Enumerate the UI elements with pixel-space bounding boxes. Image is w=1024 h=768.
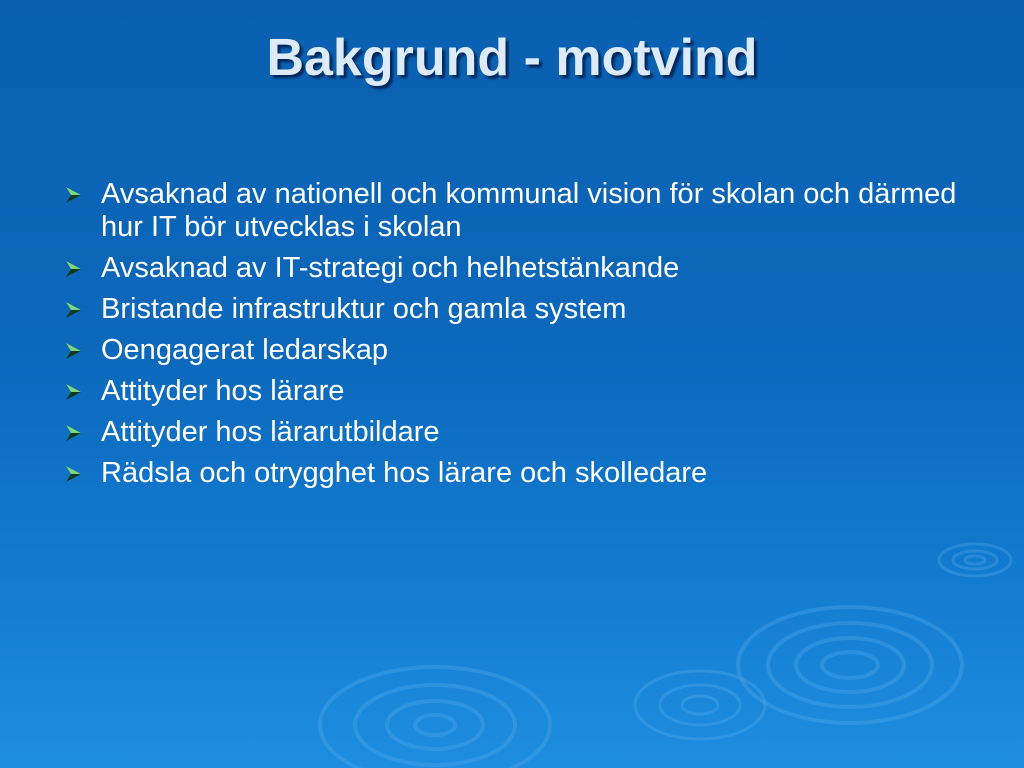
bullet-text: Attityder hos lärarutbildare (101, 416, 440, 448)
arrowhead-bullet-icon (64, 301, 82, 319)
arrowhead-bullet-icon (64, 424, 82, 442)
bullet-text: Avsaknad av IT-strategi och helhetstänkande (101, 252, 680, 284)
list-item (64, 457, 964, 490)
list-item (64, 334, 964, 367)
arrowhead-bullet-icon (64, 383, 82, 401)
list-item (64, 178, 964, 244)
arrowhead-bullet-icon (64, 186, 82, 204)
list-item (64, 416, 964, 449)
list-item (64, 375, 964, 408)
slide-title: Bakgrund - motvind (266, 29, 758, 87)
bullet-text: Avsaknad av nationell och kommunal vision för skolan och därmed hur IT bör utvecklas i skolan (101, 178, 957, 243)
bullet-text: Attityder hos lärare (101, 375, 345, 407)
list-item (64, 293, 964, 326)
list-item (64, 252, 964, 285)
arrowhead-bullet-icon (64, 260, 82, 278)
arrowhead-bullet-icon (64, 342, 82, 360)
bullet-text: Oengagerat ledarskap (101, 334, 388, 366)
bullet-text: Bristande infrastruktur och gamla system (101, 293, 627, 325)
bullet-list (64, 178, 964, 498)
arrowhead-bullet-icon (64, 465, 82, 483)
bullet-text: Rädsla och otrygghet hos lärare och skolledare (101, 457, 708, 489)
